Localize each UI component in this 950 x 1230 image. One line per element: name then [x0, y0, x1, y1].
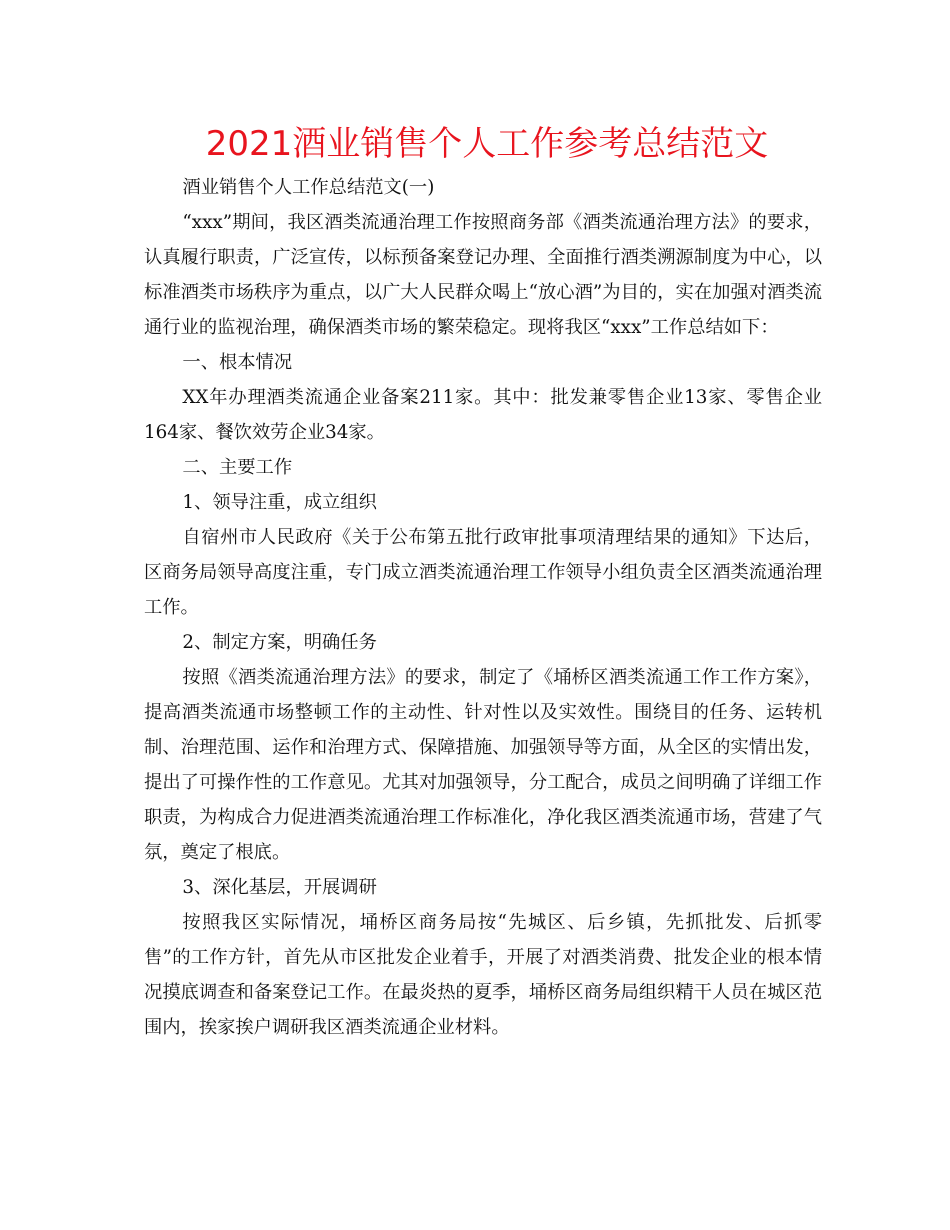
section-heading: 一、根本情况	[182, 352, 293, 373]
subsection-heading: 2、制定方案，明确任务	[182, 632, 377, 653]
paragraph: 自宿州市人民政府《关于公布第五批行政审批事项清理结果的通知》下达后，区商务局领导高度注重，专门成立酒类流通治理工作领导小组负责全区酒类流通治理工作。	[144, 527, 822, 618]
subsection-heading: 1、领导注重，成立组织	[182, 492, 377, 513]
paragraph: 按照我区实际情况，埇桥区商务局按“先城区、后乡镇，先抓批发、后抓零售”的工作方针，首先从市区批发企业着手，开展了对酒类消费、批发企业的根本情况摸底调查和备案登记工作。在最炎热的夏季，埇桥区商务局组织精干人员在城区范围内，挨家挨户调研我区酒类流通企业材料。	[144, 912, 822, 1038]
subsection-heading: 3、深化基层，开展调研	[182, 877, 377, 898]
section-heading: 二、主要工作	[182, 457, 293, 478]
document-body	[144, 170, 822, 1045]
document-title: 2021酒业销售个人工作参考总结范文	[205, 124, 769, 164]
paragraph: XX年办理酒类流通企业备案211家。其中：批发兼零售企业13家、零售企业164家、餐饮效劳企业34家。	[144, 387, 822, 443]
paragraph: 按照《酒类流通治理方法》的要求，制定了《埇桥区酒类流通工作工作方案》，提高酒类流通市场整顿工作的主动性、针对性以及实效性。围绕目的任务、运转机制、治理范围、运作和治理方式、保障措施、加强领导等方面，从全区的实情出发，提出了可操作性的工作意见。尤其对加强领导，分工配合，成员之间明确了详细工作职责，为构成合力促进酒类流通治理工作标准化，净化我区酒类流通市场，营建了气氛，奠定了根底。	[144, 667, 822, 863]
paragraph: “xxx”期间，我区酒类流通治理工作按照商务部《酒类流通治理方法》的要求，认真履行职责，广泛宣传，以标预备案登记办理、全面推行酒类溯源制度为中心，以标准酒类市场秩序为重点，以广大人民群众喝上“放心酒”为目的，实在加强对酒类流通行业的监视治理，确保酒类市场的繁荣稳定。现将我区“xxx”工作总结如下：	[144, 212, 822, 338]
paragraph: 酒业销售个人工作总结范文(一)	[182, 177, 435, 198]
